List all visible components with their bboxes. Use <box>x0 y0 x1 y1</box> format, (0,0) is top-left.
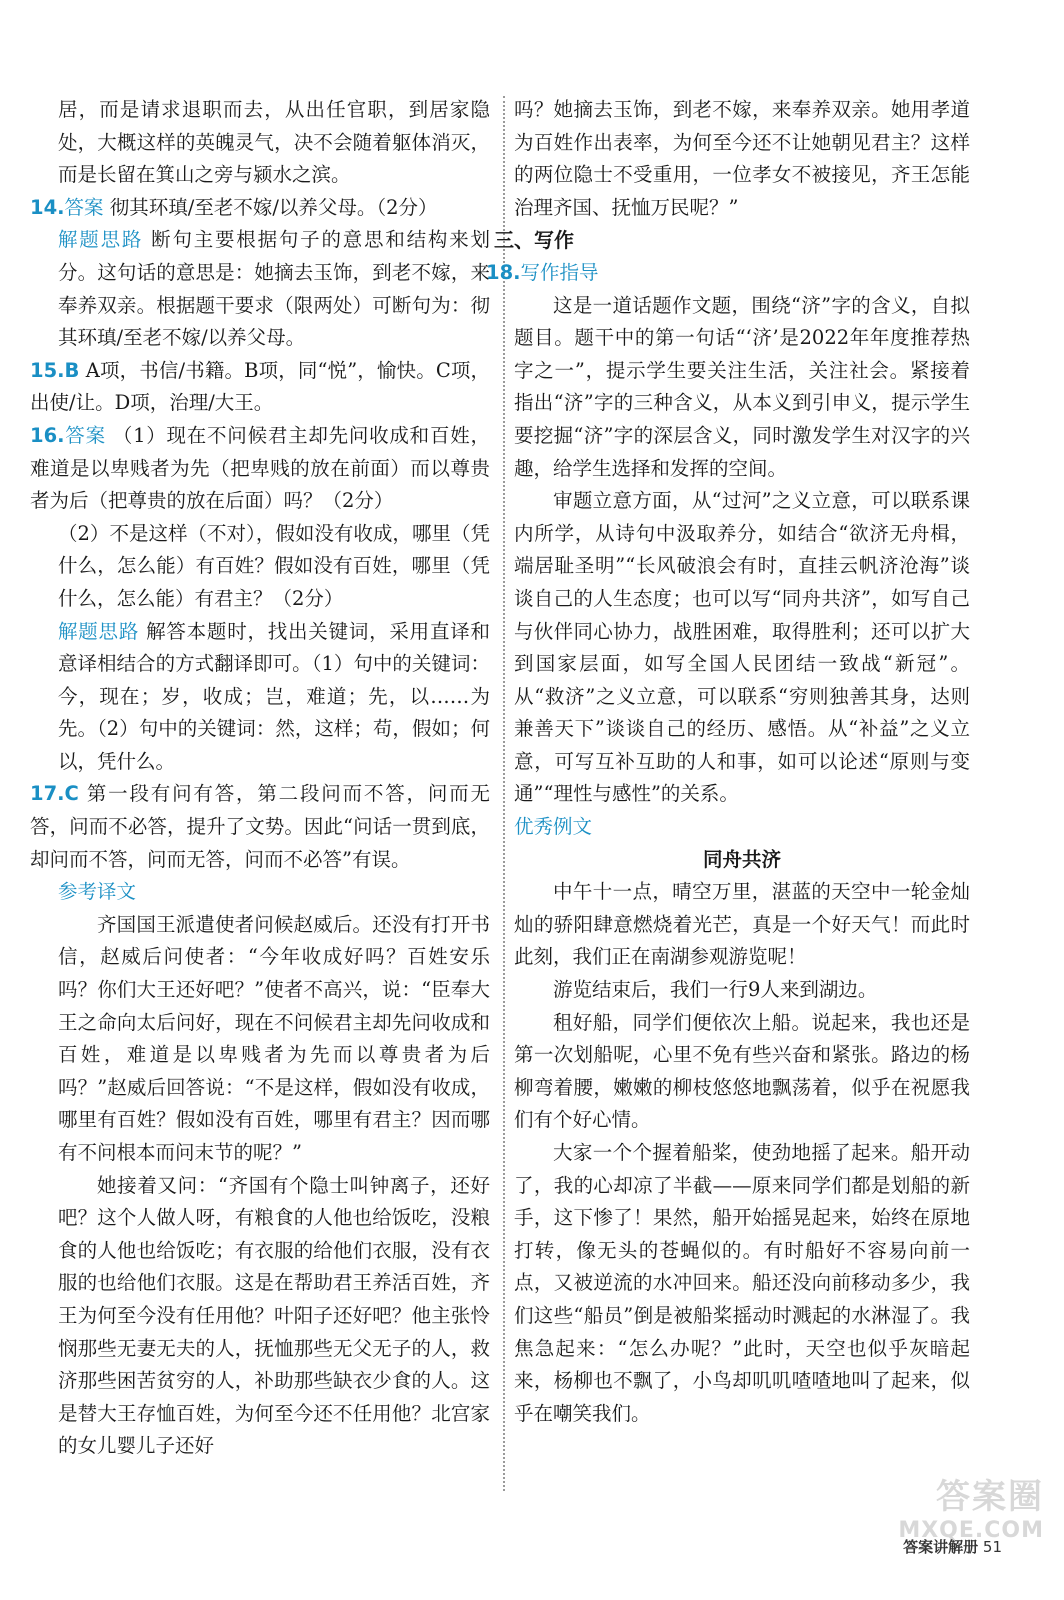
left-column <box>30 94 491 1463</box>
footer-label: 答案讲解册 <box>903 1538 979 1556</box>
page-footer <box>903 1536 1002 1557</box>
essay-paragraph-2: 游览结束后，我们一行9人来到湖边。 <box>553 978 878 1002</box>
question-17 <box>30 778 490 876</box>
translation-paragraph-1: 齐国国王派遣使者问候赵威后。还没有打开书信，赵威后问使者：“今年收成好吗？百姓安乐吗？你们大王还好吧？”使者不高兴，说：“臣奉大王之命向太后问好，现在不问候君主却先问收成和百姓，难道是以卑贱者为先而以尊贵者为后吗？”赵威后回答说：“不是这样，假如没有收成，哪里有百姓？假如没有百姓，哪里有君主？因而哪有不问根本而问末节的呢？” <box>58 912 490 1164</box>
watermark-url: MXQE.COM <box>898 1518 1044 1543</box>
answer-tag: 答案 <box>64 195 104 219</box>
answer-text: （1）现在不问候君主却先问收成和百姓，难道是以卑贱者为先（把卑贱的放在前面）而以尊贵者为后（把尊贵的放在后面）吗？（2分） <box>30 423 490 513</box>
sample-essay-tag: 优秀例文 <box>514 815 593 839</box>
column-divider <box>503 96 505 1491</box>
answer-tag: 答案 <box>64 423 106 447</box>
analysis-text: 断句主要根据句子的意思和结构来划分。这句话的意思是：她摘去玉饰，到老不嫁，来奉养双亲。根据题干要求（限两处）可断句为：彻其环瑱/至老不嫁/以养父母。 <box>58 228 490 350</box>
translation-heading: 参考译文 <box>58 880 137 904</box>
question-14-analysis <box>58 224 490 354</box>
essay-title: 同舟共济 <box>702 847 781 871</box>
question-number: 17.C <box>30 782 79 806</box>
analysis-tag: 解题思路 <box>58 619 140 643</box>
question-16 <box>30 420 490 518</box>
translation-paragraph-2: 她接着又问：“齐国有个隐士叫钟离子，还好吧？这个人做人呀，有粮食的人他也给饭吃，没粮食的人他也给饭吃；有衣服的给他们衣服，没有衣服的也给他们衣服。这是在帮助君王养活百姓，齐王为何至今没有任用他？叶阳子还好吧？他主张怜悯那些无妻无夫的人，抚恤那些无父无子的人，救济那些困苦贫穷的人，补助那些缺衣少食的人。这是替大王存恤百姓，为何至今还不任用他？北宫家的女儿婴儿子还好 <box>58 1173 490 1458</box>
writing-guide-tag: 写作指导 <box>520 260 599 284</box>
right-column <box>486 94 970 1430</box>
page-number: 51 <box>982 1538 1002 1556</box>
essay-paragraph-1: 中午十一点，晴空万里，湛蓝的天空中一轮金灿灿的骄阳肆意燃烧着光芒，真是一个好天气！而此时此刻，我们正在南湖参观游览呢！ <box>514 880 970 969</box>
essay-paragraph-4: 大家一个个握着船桨，使劲地摇了起来。船开动了，我的心却凉了半截——原来同学们都是划船的新手，这下惨了！果然，船开始摇晃起来，始终在原地打转，像无头的苍蝇似的。有时船好不容易向前一点，又被逆流的水冲回来。船还没向前移动多少，我们这些“船员”倒是被船桨摇动时溅起的水淋湿了。我焦急起来：“怎么办呢？”此时，天空也似乎灰暗起来，杨柳也不飘了，小鸟却叽叽喳喳地叫了起来，似乎在嘲笑我们。 <box>514 1141 970 1425</box>
answer-text: 第一段有问有答，第二段问而不答，问而无答，问而不必答，提升了文势。因此“问话一贯到底，却问而不答，问而无答，问而不必答”有误。 <box>30 782 490 871</box>
question-16-analysis <box>58 616 490 779</box>
question-number: 16. <box>30 423 65 447</box>
question-16-answer-2: （2）不是这样（不对），假如没有收成，哪里（凭什么，怎么能）有百姓？假如没有百姓，哪里（凭什么，怎么能）有君主？（2分） <box>58 521 490 610</box>
writing-guide-paragraph-1: 这是一道话题作文题，围绕“济”字的含义，自拟题目。题干中的第一句话“‘济’是2022年年度推荐热字之一”，提示学生要关注生活，关注社会。紧接着指出“济”字的三种含义，从本义到引申义，提示学生要挖掘“济”字的深层含义，同时激发学生对汉字的兴趣，给学生选择和发挥的空间。 <box>514 293 970 480</box>
question-15 <box>30 355 490 420</box>
writing-guide-paragraph-2: 审题立意方面，从“过河”之义立意，可以联系课内所学，从诗句中汲取养分，如结合“欲济无舟楫，端居耻圣明”“长风破浪会有时，直挂云帆济沧海”谈谈自己的人生态度；也可以写“同舟共济”，如写自己与伙伴同心协力，战胜困难，取得胜利；还可以扩大到国家层面，如写全国人民团结一致战“新冠”。从“救济”之义立意，可以联系“穷则独善其身，达则兼善天下”谈谈自己的经历、感悟。从“补益”之义立意，可写互补互助的人和事，如可以论述“原则与变通”“理性与感性”的关系。 <box>514 489 970 806</box>
answer-text: 彻其环瑱/至老不嫁/以养父母。（2分） <box>109 195 438 219</box>
section-heading: 三、写作 <box>494 228 574 253</box>
intro-paragraph: 居，而是请求退职而去，从出任官职，到居家隐处，大概这样的英魄灵气，决不会随着躯体消灭，而是长留在箕山之旁与颍水之滨。 <box>58 98 490 187</box>
question-number: 18. <box>486 260 521 284</box>
watermark-main: 答案圈 <box>936 1477 1044 1517</box>
question-18-heading <box>486 257 970 290</box>
translation-continued: 吗？她摘去玉饰，到老不嫁，来奉养双亲。她用孝道为百姓作出表率，为何至今还不让她朝见君主？这样的两位隐士不受重用，一位孝女不被接见，齐王怎能治理齐国、抚恤万民呢？” <box>514 98 970 219</box>
analysis-text: 解答本题时，找出关键词，采用直译和意译相结合的方式翻译即可。（1）句中的关键词：今，现在；岁，收成；岂，难道；先，以……为先。（2）句中的关键词：然，这样；苟，假如；何以，凭什么。 <box>58 619 490 773</box>
question-number: 15.B <box>30 358 80 382</box>
analysis-tag: 解题思路 <box>58 228 144 252</box>
question-14 <box>30 192 490 225</box>
answer-text: A项，书信/书籍。B项，同“悦”，愉快。C项，出使/让。D项，治理/大王。 <box>30 358 491 415</box>
essay-paragraph-3: 租好船，同学们便依次上船。说起来，我也还是第一次划船呢，心里不免有些兴奋和紧张。路边的杨柳弯着腰，嫩嫩的柳枝悠悠地飘荡着，似乎在祝愿我们有个好心情。 <box>514 1010 970 1132</box>
question-number: 14. <box>30 195 65 219</box>
